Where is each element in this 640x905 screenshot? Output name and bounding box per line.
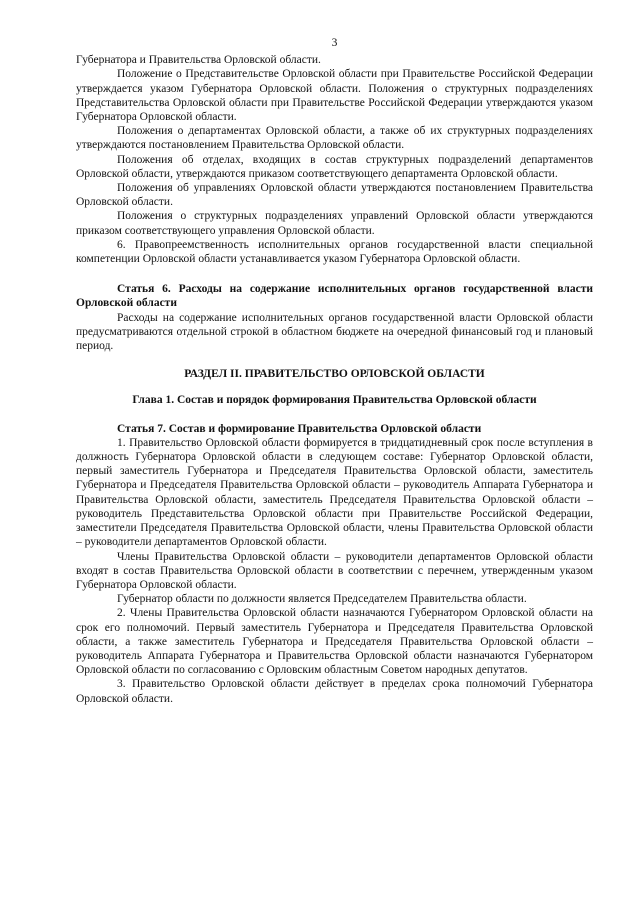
paragraph-succession: 6. Правопреемственность исполнительных органов государственной власти специальной компетенции Орловской области устанавливается указом Губернатора Орловской области. (76, 238, 593, 266)
article-7-paragraph-2: 2. Члены Правительства Орловской области назначаются Губернатором Орловской области на срок его полномочий. Первый заместитель Губернатора и Председателя Правительства Орловской области, а также заместитель Губернатора и Председателя Правительства Орловской области – руководитель Аппарата Губернатора и Правительства Орловской области назначаются Губернатором Орловской области по согласованию с Орловским областным Советом народных депутатов. (76, 607, 593, 677)
paragraph-representation: Положение о Представительстве Орловской области при Правительстве Российской Федерации утверждается указом Губернатора Орловской области. Положения о структурных подразделениях Представительства Орловской области при Правительстве Российской Федерации утверждаются указом Губернатора Орловской области. (76, 68, 593, 124)
paragraph-administration-units: Положения о структурных подразделениях управлений Орловской области утверждаются приказом соответствующего управления Орловской области. (76, 210, 593, 237)
page-number: 3 (331, 37, 338, 49)
chapter-title: Глава 1. Состав и порядок формирования Правительства Орловской области (132, 394, 537, 407)
section-title: РАЗДЕЛ II. ПРАВИТЕЛЬСТВО ОРЛОВСКОЙ ОБЛАСТИ (184, 368, 485, 381)
article-6-title: Статья 6. Расходы на содержание исполнительных органов государственной власти Орловской области (76, 283, 593, 310)
article-7-paragraph-members: Члены Правительства Орловской области – руководители департаментов Орловской области входят в состав Правительства Орловской области в соответствии с перечнем, утвержденным указом Губернатора Орловской области. (76, 550, 593, 591)
paragraph-departments: Положения о департаментах Орловской области, а также об их структурных подразделениях утверждаются постановлением Правительства Орловской области. (76, 125, 593, 152)
article-7-paragraph-chairman: Губернатор области по должности является Председателем Правительства области. (117, 593, 527, 606)
article-7-paragraph-1: 1. Правительство Орловской области формируется в тридцатидневный срок после вступления в должность Губернатора Орловской области в следующем составе: Губернатор Орловской области, первый заместитель Губернатора и Председателя Правительства Орловской области, заместитель Губернатора и Председателя Правительства Орловской области – руководитель Аппарата Губернатора и Правительства Орловской области, заместитель Председателя Правительства Орловской области – руководитель Представительства Орловской области при Правительстве Российской Федерации, заместители Председателя Правительства Орловской области, члены Правительства Орловской области – руководители департаментов Орловской области. (76, 436, 593, 549)
paragraph-administrations: Положения об управлениях Орловской области утверждаются постановлением Правительства Орловской области. (76, 182, 593, 209)
article-6-text: Расходы на содержание исполнительных органов государственной власти Орловской области предусматриваются отдельной строкой в областном бюджете на очередной финансовый год и плановый период. (76, 311, 593, 353)
article-7-paragraph-3: 3. Правительство Орловской области действует в пределах срока полномочий Губернатора Орловской области. (76, 678, 593, 705)
paragraph-divisions: Положения об отделах, входящих в состав структурных подразделений департаментов Орловской области, утверждаются приказом соответствующего департамента Орловской области. (76, 153, 593, 180)
article-7-title: Статья 7. Состав и формирование Правительства Орловской области (117, 422, 482, 435)
paragraph-continued: Губернатора и Правительства Орловской области. (76, 54, 321, 67)
